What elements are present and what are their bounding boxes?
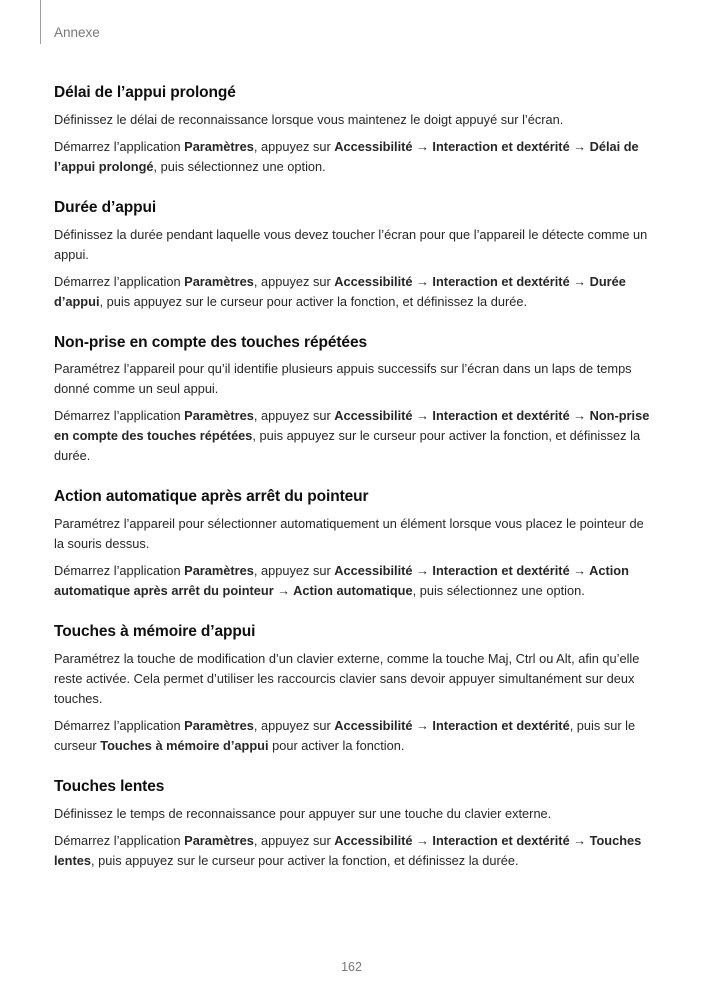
body-text: , puis appuyez sur le curseur pour activer la fonction, et définissez la durée. [91,852,519,868]
manual-section [54,84,651,177]
menu-path-text: Paramètres [184,832,254,848]
section-paragraph [54,272,651,312]
section-paragraph [54,561,651,601]
manual-section [54,778,651,871]
menu-path-text: Touches à mémoire d’appui [100,738,269,754]
body-text: Démarrez l’application [54,408,185,424]
menu-path-text: Accessibilité → Interaction et dextérité → Non-prise en compte des touches répétées [54,408,650,444]
page-number: 162 [341,960,362,974]
section-paragraph [54,649,651,709]
manual-section [54,199,651,312]
chapter-label: Annexe [54,25,100,40]
body-text: , puis sur le curseur [54,718,636,754]
section-paragraph [54,831,651,871]
section-paragraph [54,406,651,466]
body-text: , appuyez sur [253,273,335,289]
section-heading: Durée d’appui [54,198,157,216]
manual-section [54,334,651,467]
section-heading: Action automatique après arrêt du pointeur [54,488,369,506]
body-text: Définissez le temps de reconnaissance pour appuyer sur une touche du clavier externe. [54,805,552,821]
body-text: Définissez le délai de reconnaissance lorsque vous maintenez le doigt appuyé sur l’écran. [54,111,564,127]
section-heading: Non-prise en compte des touches répétées [54,333,367,351]
body-text: Démarrez l’application [54,138,185,154]
menu-path-text: Paramètres [184,408,254,424]
section-paragraph [54,716,651,756]
body-text: pour activer la fonction. [268,738,405,754]
body-text: Démarrez l’application [54,273,185,289]
header-rule [40,0,41,44]
body-text: Démarrez l’application [54,832,185,848]
body-text: , appuyez sur [253,718,335,734]
menu-path-text: Accessibilité → Interaction et dextérité → Délai de l’appui prolongé [54,138,639,174]
body-text: , puis sélectionnez une option. [412,583,585,599]
menu-path-text: Paramètres [184,138,254,154]
section-paragraph [54,804,651,824]
body-text: , appuyez sur [253,138,335,154]
body-text: , appuyez sur [253,408,335,424]
section-paragraph [54,225,651,265]
body-text: , appuyez sur [253,832,335,848]
body-text: Démarrez l’application [54,718,185,734]
body-text: Paramétrez la touche de modification d’un clavier externe, comme la touche Maj, Ctrl ou Alt, afin qu’elle reste activée. Cela permet d’utiliser les raccourcis clavier sans devoir appuyer simultanément sur deux touches. [54,651,640,707]
menu-path-text: Paramètres [184,563,254,579]
section-heading: Délai de l’appui prolongé [54,84,236,101]
body-text: , puis sélectionnez une option. [153,158,326,174]
section-paragraph [54,514,651,554]
menu-path-text: Accessibilité → Interaction et dextérité [334,718,570,734]
section-heading: Touches à mémoire d’appui [54,623,256,641]
page-footer [0,960,703,974]
section-paragraph [54,137,651,177]
body-text: Paramétrez l’appareil pour sélectionner automatiquement un élément lorsque vous placez le pointeur de la souris dessus. [54,516,644,552]
body-text: Paramétrez l’appareil pour qu’il identifie plusieurs appuis successifs sur l’écran dans un laps de temps donné comme un seul appui. [54,361,632,397]
body-text: Démarrez l’application [54,563,185,579]
section-paragraph [54,110,651,130]
body-text: Définissez la durée pendant laquelle vous devez toucher l’écran pour que l’appareil le détecte comme un appui. [54,226,648,262]
section-paragraph [54,359,651,399]
body-text: , puis appuyez sur le curseur pour activer la fonction, et définissez la durée. [54,428,641,464]
menu-path-text: Accessibilité → Interaction et dextérité → Durée d’appui [54,273,626,309]
menu-path-text: Accessibilité → Interaction et dextérité → Action automatique après arrêt du pointeur → Action automatique [54,563,629,599]
page-content [54,84,651,871]
body-text: , puis appuyez sur le curseur pour activer la fonction, et définissez la durée. [99,293,528,309]
menu-path-text: Paramètres [184,718,254,734]
manual-section [54,488,651,601]
menu-path-text: Paramètres [184,273,254,289]
manual-section [54,623,651,756]
body-text: , appuyez sur [253,563,335,579]
menu-path-text: Accessibilité → Interaction et dextérité → Touches lentes [54,832,642,868]
section-heading: Touches lentes [54,778,165,796]
